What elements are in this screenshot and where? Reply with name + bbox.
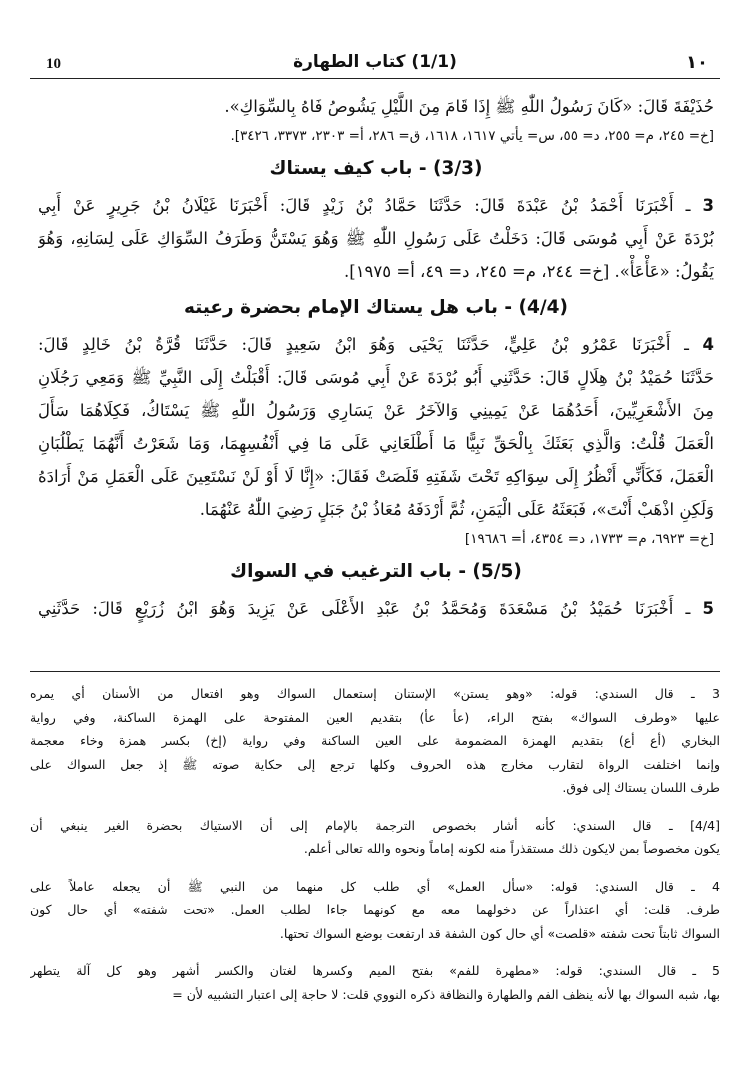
- reference-line: [خ= ٢٤٥، م= ٢٥٥، د= ٥٥، س= يأتي ١٦١٧، ١٦١٨، ق= ٢٨٦، أ= ٢٣٠٣، ٣٣٧٣، ٣٤٢٦].: [230, 128, 714, 144]
- footnote-line: عليها «وطرف السواك» بفتح الراء، (عأ عأ) بتقديم العين المفتوحة على الهمزة الساكنة، وفي رواية: [30, 709, 720, 725]
- hadith-line: بُرْدَةَ عَنْ أَبِي مُوسَى قَالَ: دَخَلْتُ عَلَى رَسُولِ اللّٰهِ ﷺ وَهُوَ يَسْتَنُّ وَطَرَفُ السِّوَاكِ عَلَى لِسَانِهِ، وَهُوَ: [38, 229, 714, 248]
- chapter-heading-4: (4/4) - باب هل يستاك الإمام بحضرة رعيته: [184, 297, 568, 318]
- footnotes: [30, 682, 720, 1006]
- text-line: حُذَيْفَةَ قَالَ: «كَانَ رَسُولُ اللّٰهِ ﷺ إِذَا قَامَ مِنَ اللَّيْلِ يَشُوصُ فَاهُ بِالسِّوَاكِ».: [224, 97, 714, 116]
- footnote-line: طرف. قلت: أي اعتذاراً عن دخولهما معه مع كونهما جاءا لطلب العمل. «تحت شفته» أي حال كون: [30, 902, 720, 917]
- hadith-line: الْعَمَلَ قُلْتُ: وَالَّذِي بَعَثَكَ بِالْحَقِّ نَبِيًّا مَا أَطْلَعَانِي عَلَى مَا فِي أَنْفُسِهِمَا، وَمَا شَعَرْتُ أَنَّهُمَا يَطْلُبَانِ: [38, 434, 714, 453]
- page-number-arabic: ١٠: [686, 52, 708, 73]
- hadith-line: مِنَ الأَشْعَرِيِّينَ، أَحَدُهُمَا عَنْ يَمِينِي وَالآخَرُ عَنْ يَسَارِي وَرَسُولُ اللّٰهِ ﷺ يَسْتَاكُ، فَكِلَاهُمَا سَأَلَ: [38, 401, 714, 420]
- hadith-line: وَلَكِنِ اذْهَبْ أَنْتَ»، فَبَعَثَهُ عَلَى الْيَمَنِ، ثُمَّ أَرْدَفَهُ مُعَاذُ بْنُ جَبَلٍ رَضِيَ اللّٰهُ عَنْهُمَا.: [199, 500, 714, 519]
- chapter-heading-3: (3/3) - باب كيف يستاك: [269, 158, 483, 179]
- hadith-line: 3 ـ أَخْبَرَنَا أَحْمَدُ بْنُ عَبْدَةَ قَالَ: حَدَّثَنَا حَمَّادُ بْنُ زَيْدٍ قَالَ: أَخْبَرَنَا غَيْلَانُ بْنُ جَرِيرٍ عَنْ أَبِي: [38, 196, 714, 215]
- footnote-line: [4/4] ـ قال السندي: كأنه أشار بخصوص الترجمة بالإمام إلى أن الاستياك بحضرة الغير ينبغي أن: [30, 817, 720, 833]
- page-number-latin: 10: [46, 56, 61, 72]
- hadith-number: 4: [702, 335, 714, 354]
- chapter-heading-5: (5/5) - باب الترغيب في السواك: [230, 561, 522, 582]
- main-text: [38, 90, 714, 625]
- hadith-line: حَدَّثَنَا حُمَيْدُ بْنُ هِلَالٍ قَالَ: حَدَّثَنِي أَبُو بُرْدَةَ عَنْ أَبِي مُوسَى قَالَ: أَقْبَلْتُ إِلَى النَّبِيِّ ﷺ وَمَعِي رَجُلَانِ: [38, 368, 714, 387]
- footnote-divider: [30, 671, 720, 672]
- footnote-line: يكون مخصوصاً بمن لايكون ذلك مستقذراً منه لكونه إماماً ونحوه والله تعالى أعلم.: [303, 841, 720, 856]
- footnote-line: وإنما اختلفت الرواة لتقارب مخارج هذه الحروف وكلها ترجع إلى حكاية صوته ﷺ إذ جعل السواك على: [30, 756, 720, 772]
- footnote-line: 4 ـ قال السندي: قوله: «سأل العمل» أي طلب كل منهما من النبي ﷺ أن يجعله عاملاً على: [30, 878, 720, 894]
- hadith-line: الْعَمَلَ، فَكَأَنِّي أَنْظُرُ إِلَى سِوَاكِهِ تَحْتَ شَفَتِهِ قَلَصَتْ فَقَالَ: «إِنَّا لَا أَوْ لَنْ نَسْتَعِينَ عَلَى الْعَمَلِ مَنْ أَرَادَهُ: [38, 467, 714, 486]
- hadith-line: يَقُولُ: «عَأْعَأْ». [خ= ٢٤٤، م= ٢٤٥، د= ٤٩، أ= ١٩٧٥].: [344, 262, 714, 281]
- footnote-line: البخاري (أع أع) بتقديم الهمزة المضمومة على العين الساكنة وفي رواية (إخ) بكسر همزة وخاء معجمة: [30, 733, 720, 748]
- running-title: (1/1) كتاب الطهارة: [293, 52, 457, 72]
- footnote-line: طرف اللسان يستاك إلى فوق.: [562, 780, 720, 795]
- footnote-line: السواك ثابتاً تحت شفته «قلصت» أي حال كون الشفة قد ارتفعت بوضع السواك تحتها.: [279, 925, 720, 941]
- reference-line: [خ= ٦٩٢٣، م= ١٧٣٣، د= ٤٣٥٤، أ= ١٩٦٨٦]: [464, 531, 714, 547]
- footnote-line: بها، شبه السواك بها لأنه ينظف الفم والطهارة والنظافة ذكره النووي قلت: لا حاجة إلى اعتبار التشبيه لأن =: [172, 986, 720, 1002]
- hadith-line: 4 ـ أَخْبَرَنَا عَمْرُو بْنُ عَلِيٍّ، حَدَّثَنَا يَحْيَى وَهُوَ ابْنُ سَعِيدٍ قَالَ: حَدَّثَنَا قُرَّةُ بْنُ خَالِدٍ قَالَ:: [38, 335, 714, 354]
- page-header: [30, 46, 720, 79]
- hadith-number: 5: [702, 599, 714, 618]
- hadith-line: 5 ـ أَخْبَرَنَا حُمَيْدُ بْنُ مَسْعَدَةَ وَمُحَمَّدُ بْنُ عَبْدِ الأَعْلَى عَنْ يَزِيدَ وَهُوَ ابْنُ زُرَيْعٍ قَالَ: حَدَّثَنِي: [38, 599, 714, 618]
- footnote-line: 5 ـ قال السندي: قوله: «مطهرة للفم» بفتح الميم وكسرها لغتان والكسر أشهر وهو كل آلة يتطهر: [30, 963, 720, 978]
- footnote-line: 3 ـ قال السندي: قوله: «وهو يستن» الإستنان إستعمال السواك وهو افتعال من الأسنان أي يمره: [30, 686, 720, 701]
- hadith-number: 3: [702, 196, 714, 215]
